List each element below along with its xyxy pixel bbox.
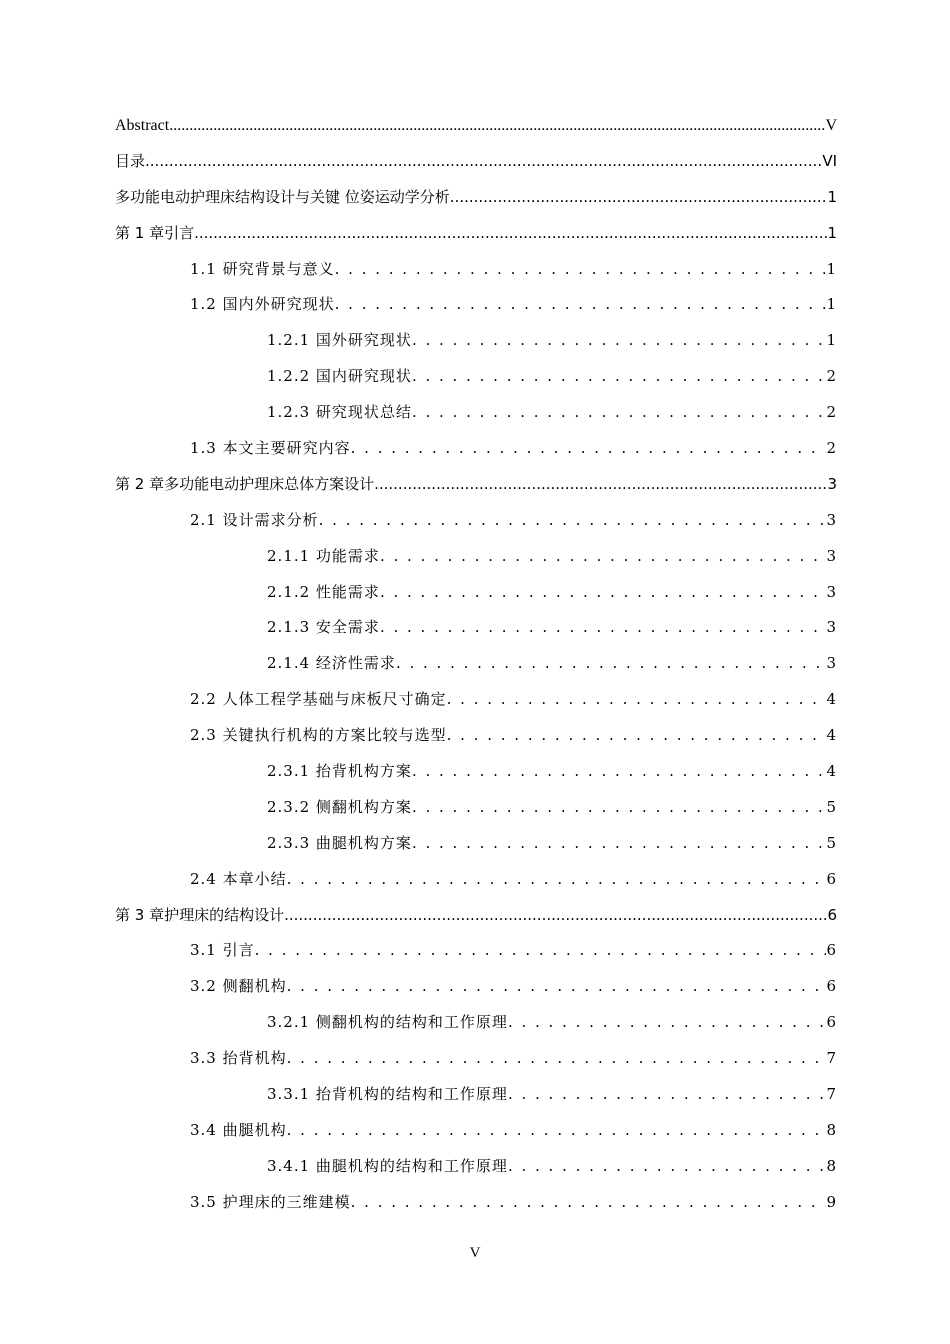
toc-entry-page: 3 xyxy=(826,546,837,565)
dot-leader xyxy=(380,539,827,575)
toc-entry-title: 1.2.3 研究现状总结 xyxy=(267,403,412,422)
toc-entry-page: 5 xyxy=(826,797,837,816)
toc-entry[interactable] xyxy=(115,359,837,395)
toc-entry-page: 1 xyxy=(826,331,837,350)
toc-entry-title: 目录 xyxy=(115,151,146,170)
dot-leader xyxy=(319,503,827,539)
toc-entry[interactable] xyxy=(115,1113,837,1149)
toc-entry-page: 6 xyxy=(826,1013,837,1032)
dot-leader xyxy=(194,216,827,252)
toc-entry[interactable] xyxy=(115,467,837,503)
dot-leader xyxy=(380,575,827,611)
toc-entry-title: 3.5 护理床的三维建模 xyxy=(190,1192,351,1211)
toc-entry-page: 3 xyxy=(826,582,837,601)
toc-entry-page: 1 xyxy=(827,187,837,206)
toc-entry-page: 2 xyxy=(826,439,837,458)
toc-entry-page: 4 xyxy=(826,690,837,709)
toc-entry[interactable] xyxy=(115,108,837,144)
toc-entry[interactable] xyxy=(115,718,837,754)
toc-entry-title: 2.3.2 侧翻机构方案 xyxy=(267,797,412,816)
toc-entry[interactable] xyxy=(115,682,837,718)
dot-leader xyxy=(412,359,827,395)
toc-entry-title: 第 3 章护理床的结构设计 xyxy=(115,905,285,924)
toc-entry[interactable] xyxy=(115,790,837,826)
page-number: V xyxy=(469,1245,481,1261)
toc-entry[interactable] xyxy=(115,575,837,611)
toc-entry[interactable] xyxy=(115,610,837,646)
toc-entry-page: V xyxy=(825,117,837,134)
toc-entry-title: 3.2.1 侧翻机构的结构和工作原理 xyxy=(267,1013,508,1032)
toc-entry[interactable] xyxy=(115,826,837,862)
dot-leader xyxy=(508,1149,827,1185)
dot-leader xyxy=(412,395,827,431)
toc-entry-title: 3.3 抬背机构 xyxy=(190,1049,287,1068)
toc-entry-title: 3.4 曲腿机构 xyxy=(190,1120,287,1139)
toc-entry-page: 2 xyxy=(826,367,837,386)
dot-leader xyxy=(351,1185,827,1221)
dot-leader xyxy=(284,898,827,934)
dot-leader xyxy=(287,1041,827,1077)
toc-entry[interactable] xyxy=(115,898,837,934)
toc-entry-page: 1 xyxy=(826,259,837,278)
toc-entry[interactable] xyxy=(115,754,837,790)
toc-entry-title: 2.1 设计需求分析 xyxy=(190,510,319,529)
table-of-contents xyxy=(115,108,837,1221)
toc-entry-page: 6 xyxy=(826,869,837,888)
toc-entry-page: 9 xyxy=(826,1192,837,1211)
toc-entry[interactable] xyxy=(115,1041,837,1077)
toc-entry-page: 8 xyxy=(826,1120,837,1139)
toc-entry[interactable] xyxy=(115,252,837,288)
toc-entry-title: 1.2 国内外研究现状 xyxy=(190,295,335,314)
toc-entry-title: 第 1 章引言 xyxy=(115,223,195,242)
toc-entry[interactable] xyxy=(115,969,837,1005)
toc-entry-title: 3.2 侧翻机构 xyxy=(190,977,287,996)
dot-leader xyxy=(412,754,827,790)
toc-entry-page: 6 xyxy=(826,941,837,960)
toc-entry-title: 3.4.1 曲腿机构的结构和工作原理 xyxy=(267,1156,508,1175)
toc-entry-page: 6 xyxy=(826,977,837,996)
toc-entry-title: Abstract xyxy=(115,117,170,134)
dot-leader xyxy=(508,1077,827,1113)
toc-entry[interactable] xyxy=(115,395,837,431)
toc-entry-title: 2.1.1 功能需求 xyxy=(267,546,380,565)
dot-leader xyxy=(412,790,827,826)
toc-entry-title: 1.1 研究背景与意义 xyxy=(190,259,335,278)
toc-entry[interactable] xyxy=(115,287,837,323)
toc-entry-title: 3.1 引言 xyxy=(190,941,255,960)
toc-entry[interactable] xyxy=(115,180,837,216)
toc-entry-title: 2.1.3 安全需求 xyxy=(267,618,380,637)
toc-entry[interactable] xyxy=(115,646,837,682)
toc-entry[interactable] xyxy=(115,539,837,575)
toc-entry[interactable] xyxy=(115,431,837,467)
toc-entry-page: 5 xyxy=(826,833,837,852)
dot-leader xyxy=(287,1113,827,1149)
toc-entry-page: 3 xyxy=(826,510,837,529)
toc-entry[interactable] xyxy=(115,144,837,180)
toc-entry[interactable] xyxy=(115,933,837,969)
dot-leader xyxy=(335,252,827,288)
dot-leader xyxy=(447,682,827,718)
toc-entry[interactable] xyxy=(115,1185,837,1221)
toc-entry-page: 7 xyxy=(826,1049,837,1068)
toc-entry[interactable] xyxy=(115,1005,837,1041)
dot-leader xyxy=(287,969,827,1005)
toc-entry-page: 3 xyxy=(826,654,837,673)
toc-entry-page: 7 xyxy=(826,1085,837,1104)
toc-entry[interactable] xyxy=(115,503,837,539)
toc-entry[interactable] xyxy=(115,1077,837,1113)
toc-entry-title: 2.3.3 曲腿机构方案 xyxy=(267,833,412,852)
dot-leader xyxy=(374,467,827,503)
dot-leader xyxy=(169,108,825,144)
toc-entry-page: 1 xyxy=(826,295,837,314)
toc-entry-title: 2.1.4 经济性需求 xyxy=(267,654,396,673)
toc-entry-page: 4 xyxy=(826,762,837,781)
dot-leader xyxy=(412,323,827,359)
toc-entry[interactable] xyxy=(115,216,837,252)
toc-entry-page: 3 xyxy=(826,618,837,637)
dot-leader xyxy=(351,431,827,467)
dot-leader xyxy=(255,933,827,969)
dot-leader xyxy=(447,718,827,754)
toc-entry-title: 3.3.1 抬背机构的结构和工作原理 xyxy=(267,1085,508,1104)
dot-leader xyxy=(380,610,827,646)
dot-leader xyxy=(145,144,822,180)
toc-entry-title: 1.2.2 国内研究现状 xyxy=(267,367,412,386)
dot-leader xyxy=(287,862,827,898)
toc-entry-title: 2.4 本章小结 xyxy=(190,869,287,888)
toc-entry-page: 3 xyxy=(827,474,837,493)
toc-entry-title: 2.2 人体工程学基础与床板尺寸确定 xyxy=(190,690,447,709)
toc-entry-title: 1.3 本文主要研究内容 xyxy=(190,439,351,458)
toc-entry-page: 4 xyxy=(826,726,837,745)
dot-leader xyxy=(396,646,827,682)
toc-entry[interactable] xyxy=(115,323,837,359)
toc-entry-page: 6 xyxy=(827,905,837,924)
dot-leader xyxy=(508,1005,827,1041)
dot-leader xyxy=(335,287,827,323)
dot-leader xyxy=(412,826,827,862)
toc-entry-title: 2.3 关键执行机构的方案比较与选型 xyxy=(190,726,447,745)
toc-entry-page: 1 xyxy=(827,223,837,242)
toc-entry[interactable] xyxy=(115,862,837,898)
toc-entry-title: 2.1.2 性能需求 xyxy=(267,582,380,601)
toc-entry-title: 2.3.1 抬背机构方案 xyxy=(267,762,412,781)
toc-entry[interactable] xyxy=(115,1149,837,1185)
toc-entry-title: 多功能电动护理床结构设计与关键 位姿运动学分析 xyxy=(115,187,450,206)
dot-leader xyxy=(450,180,828,216)
toc-entry-page: 8 xyxy=(826,1156,837,1175)
toc-entry-title: 第 2 章多功能电动护理床总体方案设计 xyxy=(115,474,375,493)
toc-entry-title: 1.2.1 国外研究现状 xyxy=(267,331,412,350)
toc-entry-page: VI xyxy=(822,151,837,170)
toc-entry-page: 2 xyxy=(826,403,837,422)
